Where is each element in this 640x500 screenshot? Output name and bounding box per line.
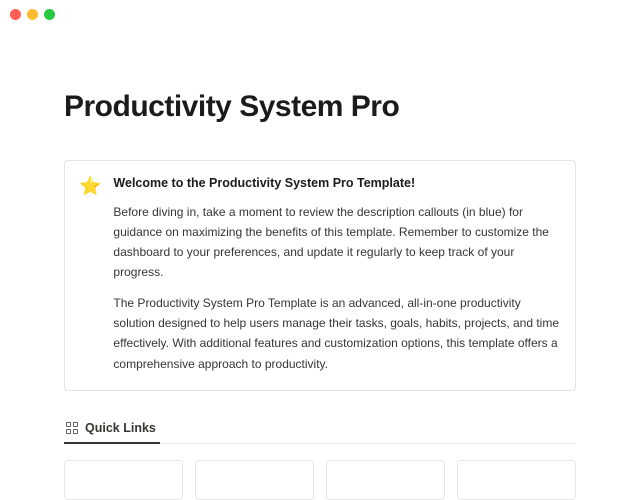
tab-quick-links-label: Quick Links [85, 420, 156, 435]
welcome-callout [64, 160, 576, 391]
window-titlebar [0, 0, 640, 28]
tab-quick-links[interactable] [64, 417, 160, 444]
star-icon: ⭐ [79, 176, 102, 196]
minimize-window-button[interactable] [27, 9, 38, 20]
callout-body [113, 175, 559, 374]
window-controls [10, 9, 55, 20]
close-window-button[interactable] [10, 9, 21, 20]
grid-icon [66, 422, 78, 434]
list-item[interactable] [195, 460, 314, 500]
list-item[interactable] [326, 460, 445, 500]
maximize-window-button[interactable] [44, 9, 55, 20]
callout-heading: Welcome to the Productivity System Pro Template! [113, 176, 416, 190]
quick-links-card-row [64, 460, 576, 500]
list-item[interactable] [457, 460, 576, 500]
quick-links-section [64, 417, 576, 500]
section-tab-bar [64, 417, 576, 444]
callout-paragraph: Before diving in, take a moment to review the description callouts (in blue) for guidance on maximizing the benefits of this template. Remember to customize the dashboard to your preferences, and update it regularly to keep track of your progress. [113, 204, 549, 279]
page-title: Productivity System Pro [64, 90, 400, 123]
list-item[interactable] [64, 460, 183, 500]
page-content [0, 90, 640, 500]
callout-paragraph: The Productivity System Pro Template is an advanced, all-in-one productivity solution designed to help users manage their tasks, goals, habits, projects, and time effectively. With additional features and customization options, this template offers a comprehensive approach to productivity. [113, 296, 560, 371]
